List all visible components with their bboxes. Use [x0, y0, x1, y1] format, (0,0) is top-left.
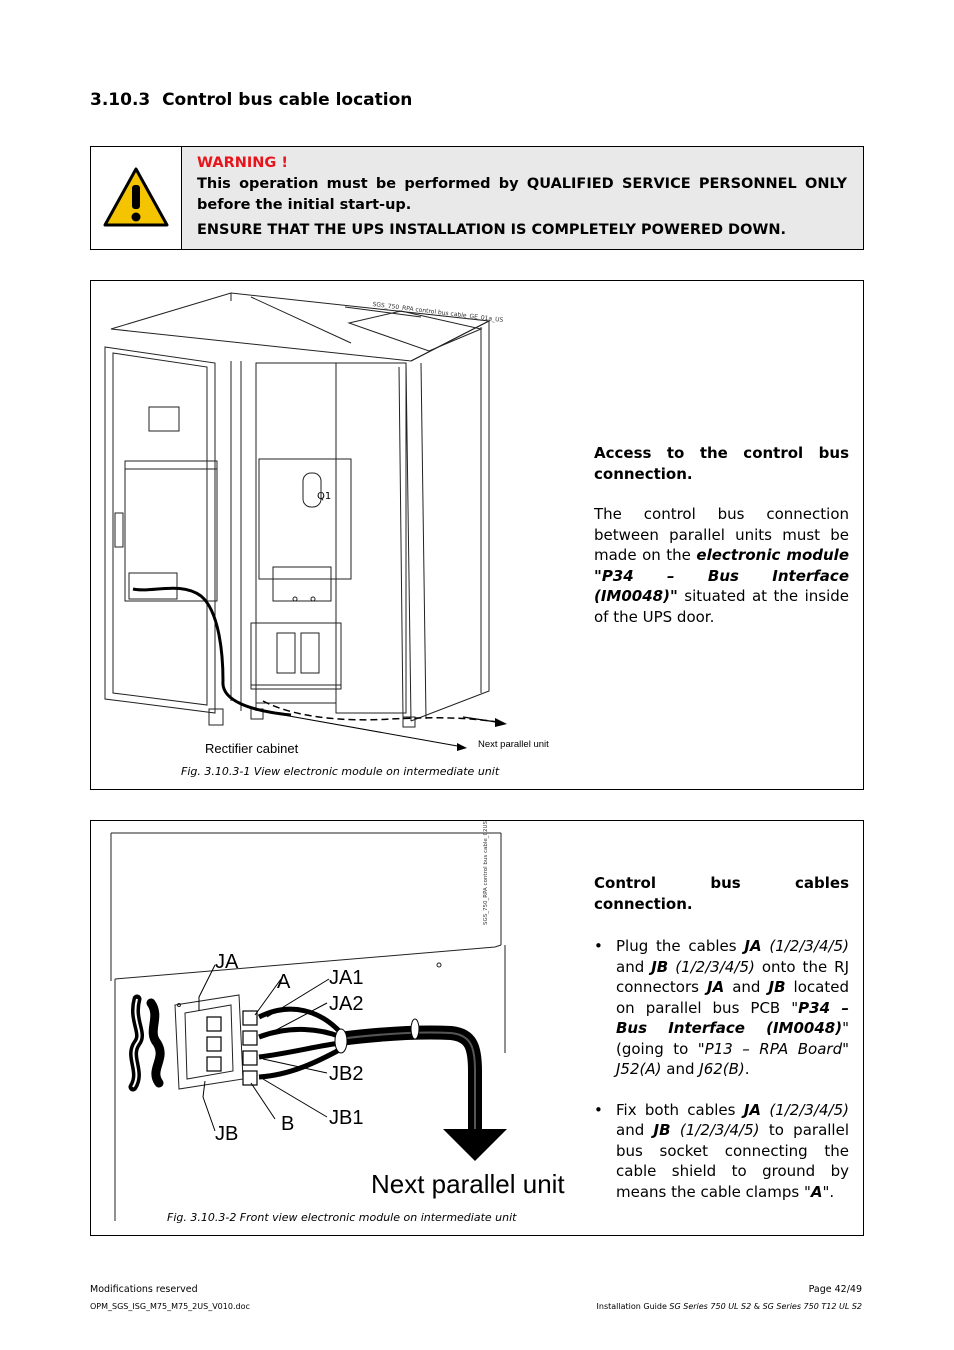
b2-r2: (1/2/3/4/5) [679, 1121, 760, 1139]
section-heading [90, 90, 412, 110]
figure-1-p1: The control bus connection between parallel units must be made on the [594, 505, 849, 564]
b1-t5: located on parallel bus PCB " [616, 978, 849, 1017]
label-jb1: JB1 [329, 1107, 364, 1129]
label-b: B [281, 1113, 295, 1135]
footer-left-2: OPM_SGS_ISG_M75_M75_2US_V010.doc [90, 1302, 250, 1311]
label-a: A [277, 971, 291, 993]
b1-it: "P13 – RPA Board" J52(A) [616, 1039, 849, 1078]
next-parallel-unit-label-large: Next parallel unit [371, 1169, 565, 1199]
b1-it2: J62(B) [699, 1060, 745, 1078]
b2-t1: Fix both cables [616, 1100, 736, 1119]
ups-cabinet-drawing [91, 281, 571, 761]
warning-text [197, 153, 847, 241]
figure-1-paragraph [594, 504, 849, 627]
figure-2-caption: Fig. 3.10.3-2 Front view electronic module on intermediate unit [167, 1211, 517, 1224]
b1-t3: onto the RJ connectors [616, 957, 849, 996]
warning-title: WARNING ! [197, 155, 288, 171]
b2-ja: JA [743, 1100, 762, 1119]
warning-line-2: ENSURE THAT THE UPS INSTALLATION IS COMPLETELY POWERED DOWN. [197, 222, 787, 238]
warning-icon-cell [91, 147, 182, 249]
instruction-item-2: • Fix both cables JA (1/2/3/4/5) and JB (1/2/3/4/5) to parallel bus socket connecting the cable shield to ground by means the cable clamps "A". [594, 1100, 849, 1201]
b1-t4: and [732, 978, 761, 996]
warning-box [90, 146, 864, 250]
footer-left-1: Modifications reserved [90, 1284, 198, 1295]
figure-1-quote: "P34 – Bus Interface (IM0048)" [594, 566, 849, 605]
b1-t7: and [666, 1060, 695, 1078]
warning-icon [91, 147, 181, 249]
rectifier-cabinet-label: Rectifier cabinet [205, 741, 299, 756]
b1-r2: (1/2/3/4/5) [675, 957, 755, 976]
footer-guide-d: SG Series 750 T12 UL S2 [762, 1302, 862, 1311]
figure-1-p2: situated at the inside of the UPS door. [594, 587, 849, 626]
footer-page: Page 42/49 [808, 1284, 862, 1295]
footer-guide-a: Installation Guide [596, 1302, 667, 1311]
instruction-item-1: • Plug the cables JA (1/2/3/4/5) and JB (1/2/3/4/5) onto the RJ connectors JA and JB located on parallel bus PCB "P34 – Bus Interface (IM0048)" (going to "P13 – RPA Board" J52(A) and J62(B). [594, 937, 849, 1078]
b2-a: A [810, 1182, 823, 1201]
footer-guide-b: SG Series 750 UL S2 [669, 1302, 752, 1311]
b2-t2: and [616, 1121, 645, 1139]
b2-jb: JB [653, 1121, 671, 1139]
b1-t2: and [616, 957, 645, 976]
label-ja: JA [215, 951, 239, 973]
figure-1-box [90, 280, 864, 790]
b1-jb: JB [651, 957, 669, 976]
b1-ja2: JA [707, 978, 725, 996]
warning-line-1: This operation must be performed by QUALIFIED SERVICE PERSONNEL ONLY before the initial start-up. [197, 176, 847, 213]
figure-1-em1: electronic module [696, 546, 849, 564]
figure-2-title: Control bus cables connection. [594, 874, 849, 913]
footer-guide-c: & [753, 1302, 761, 1311]
b1-pcb: P34 – Bus Interface (IM0048) [616, 998, 849, 1037]
figure-1-caption: Fig. 3.10.3-1 View electronic module on intermediate unit [181, 765, 500, 778]
figure-1-title: Access to the control bus connection. [594, 444, 849, 483]
label-ja2: JA2 [329, 993, 364, 1015]
next-parallel-unit-label-small: Next parallel unit [478, 739, 549, 750]
figure-1-description [594, 443, 849, 627]
label-jb2: JB2 [329, 1063, 364, 1085]
drawing-stamp-1: SGS_750_RPA control bus cable_GE_01a_US [372, 301, 504, 324]
figure-2-description [594, 873, 849, 1222]
b1-t1: Plug the cables [616, 937, 737, 955]
b1-t6: " (going to [616, 1019, 849, 1058]
b2-t4: ". [822, 1182, 835, 1201]
section-title: Control bus cable location [162, 90, 413, 110]
switch-q1-label: Q1 [317, 491, 332, 502]
section-number: 3.10.3 [90, 90, 151, 110]
label-ja1: JA1 [329, 967, 364, 989]
b2-r1: (1/2/3/4/5) [769, 1100, 849, 1119]
instruction-list [594, 936, 849, 1202]
drawing-stamp-2: SGS_750_RPA control bus cable_02US [483, 820, 489, 925]
b1-r1: (1/2/3/4/5) [769, 937, 849, 955]
footer-guide [597, 1302, 862, 1311]
b2-t3: to parallel bus socket connecting the cable shield to ground by means the cable clamps " [616, 1121, 849, 1201]
figure-2-box [90, 820, 864, 1236]
b1-ja: JA [744, 937, 762, 955]
label-jb: JB [215, 1123, 239, 1145]
b1-jb2: JB [768, 978, 786, 996]
b1-t8: . [744, 1060, 750, 1078]
